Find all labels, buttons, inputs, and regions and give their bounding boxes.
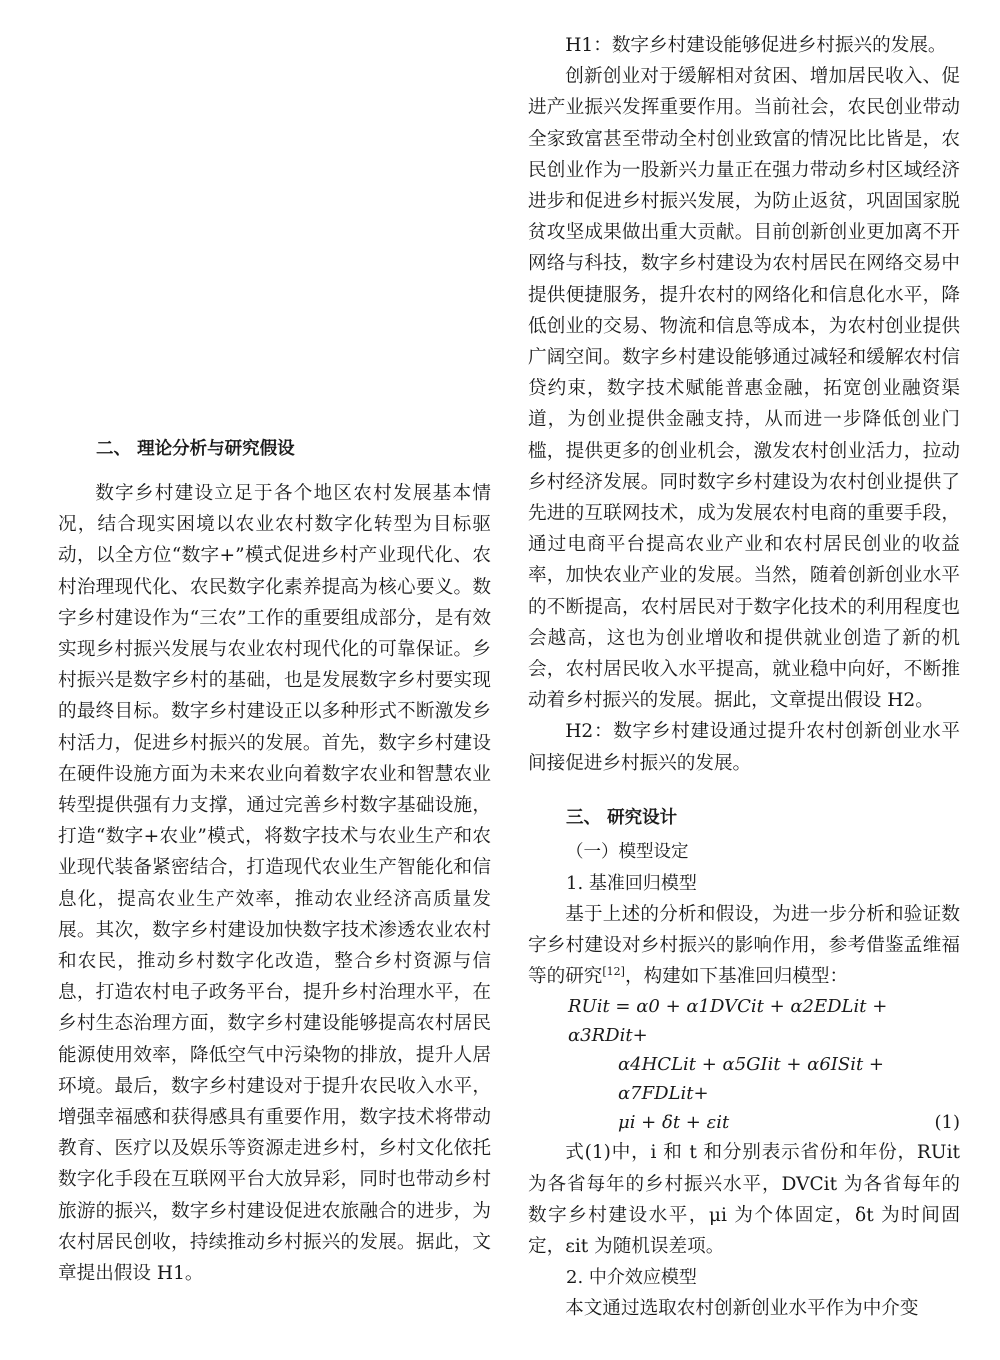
equation-number: (1) xyxy=(934,1112,960,1134)
paragraph-mediation: 本文通过选取农村创新创业水平作为中介变 xyxy=(565,1298,919,1320)
citation-ref: [12] xyxy=(602,965,625,979)
paragraph-theory: 数字乡村建设立足于各个地区农村发展基本情况，结合现实困境以农业农村数字化转型为目标驱动，以全方位“数字+”模式促进乡村产业现代化、农村治理现代化、农民数字化素养提高为核心要义。数字乡村建设作为“三农”工作的重要组成部分，是有效实现乡村振兴发展与农业农村现代化的可靠保证。乡村振兴是数字乡村的基础，也是发展数字乡村要实现的最终目标。数字乡村建设正以多种形式不断激发乡村活力，促进乡村振兴的发展。首先，数字乡村建设在硬件设施方面为未来农业向着数字农业和智慧农业转型提供强有力支撑，通过完善乡村数字基础设施，打造“数字+农业”模式，将数字技术与农业生产和农业现代装备紧密结合，打造现代农业生产智能化和信息化，提高农业生产效率，推动农业经济高质量发展。其次，数字乡村建设加快数字技术渗透农业农村和农民，推动乡村数字化改造，整合乡村资源与信息，打造农村电子政务平台，提升乡村治理水平，在乡村生态治理方面，数字乡村建设能够提高农村居民能源使用效率，降低空气中污染物的排放，提升人居环境。最后，数字乡村建设对于提升农民收入水平，增强幸福感和获得感具有重要作用，数字技术将带动教育、医疗以及娱乐等资源走进乡村，乡村文化依托数字化手段在互联网平台大放异彩，同时也带动乡村旅游的振兴，数字乡村建设促进农旅融合的进步，为农村居民创收，持续推动乡村振兴的发展。据此，文章提出假设 H1。 xyxy=(58,483,491,1285)
equation-line-1: RUit = α0 + α1DVCit + α2EDLit + α3RDit+ xyxy=(568,996,888,1047)
paragraph-baseline: 基于上述的分析和假设，为进一步分析和验证数字乡村建设对乡村振兴的影响作用，参考借鉴孟维福等的研究[12]，构建如下基准回归模型： xyxy=(528,903,960,988)
subsection-mediation-model: 2. 中介效应模型 xyxy=(566,1267,697,1289)
equation-1 xyxy=(528,992,960,1137)
subsection-model-setup: （一）模型设定 xyxy=(566,841,689,862)
subsection-baseline-model: 1. 基准回归模型 xyxy=(566,872,697,894)
hypothesis-h2: H2：数字乡村建设通过提升农村创新创业水平间接促进乡村振兴的发展。 xyxy=(528,721,960,774)
hypothesis-h1: H1：数字乡村建设能够促进乡村振兴的发展。 xyxy=(565,35,947,56)
paragraph-entrepreneurship: 创新创业对于缓解相对贫困、增加居民收入、促进产业振兴发挥重要作用。当前社会，农民创业带动全家致富甚至带动全村创业致富的情况比比皆是，农民创业作为一股新兴力量正在强力带动乡村区域经济进步和促进乡村振兴发展，为防止返贫，巩固国家脱贫攻坚成果做出重大贡献。目前创新创业更加离不开网络与科技，数字乡村建设为农村居民在网络交易中提供便捷服务，提升农村的网络化和信息化水平，降低创业的交易、物流和信息等成本，为农村创业提供广阔空间。数字乡村建设能够通过减轻和缓解农村信贷约束，数字技术赋能普惠金融，拓宽创业融资渠道，为创业提供金融支持，从而进一步降低创业门槛，提供更多的创业机会，激发农村创业活力，拉动乡村经济发展。同时数字乡村建设为农村创业提供了先进的互联网技术，成为发展农村电商的重要手段，通过电商平台提高农业产业和农村居民创业的收益率，加快农业产业的发展。当然，随着创新创业水平的不断提高，农村居民对于数字化技术的利用程度也会越高，这也为创业增收和提供就业创造了新的机会，农村居民收入水平提高，就业稳中向好，不断推动着乡村振兴的发展。据此，文章提出假设 H2。 xyxy=(528,66,960,712)
equation-line-2: α4HCLit + α5GIit + α6ISit + α7FDLit+ xyxy=(618,1054,885,1105)
equation-line-3: μi + δt + εit xyxy=(618,1112,730,1134)
paragraph-equation-explanation: 式(1)中，i 和 t 和分别表示省份和年份，RUit 为各省每年的乡村振兴水平，DVCit 为各省每年的数字乡村建设水平，μi 为个体固定，δt 为时间固定，εit 为随机误差项。 xyxy=(528,1142,960,1258)
section-heading-design: 三、 研究设计 xyxy=(566,807,678,828)
section-heading-theory: 二、 理论分析与研究假设 xyxy=(96,439,295,459)
